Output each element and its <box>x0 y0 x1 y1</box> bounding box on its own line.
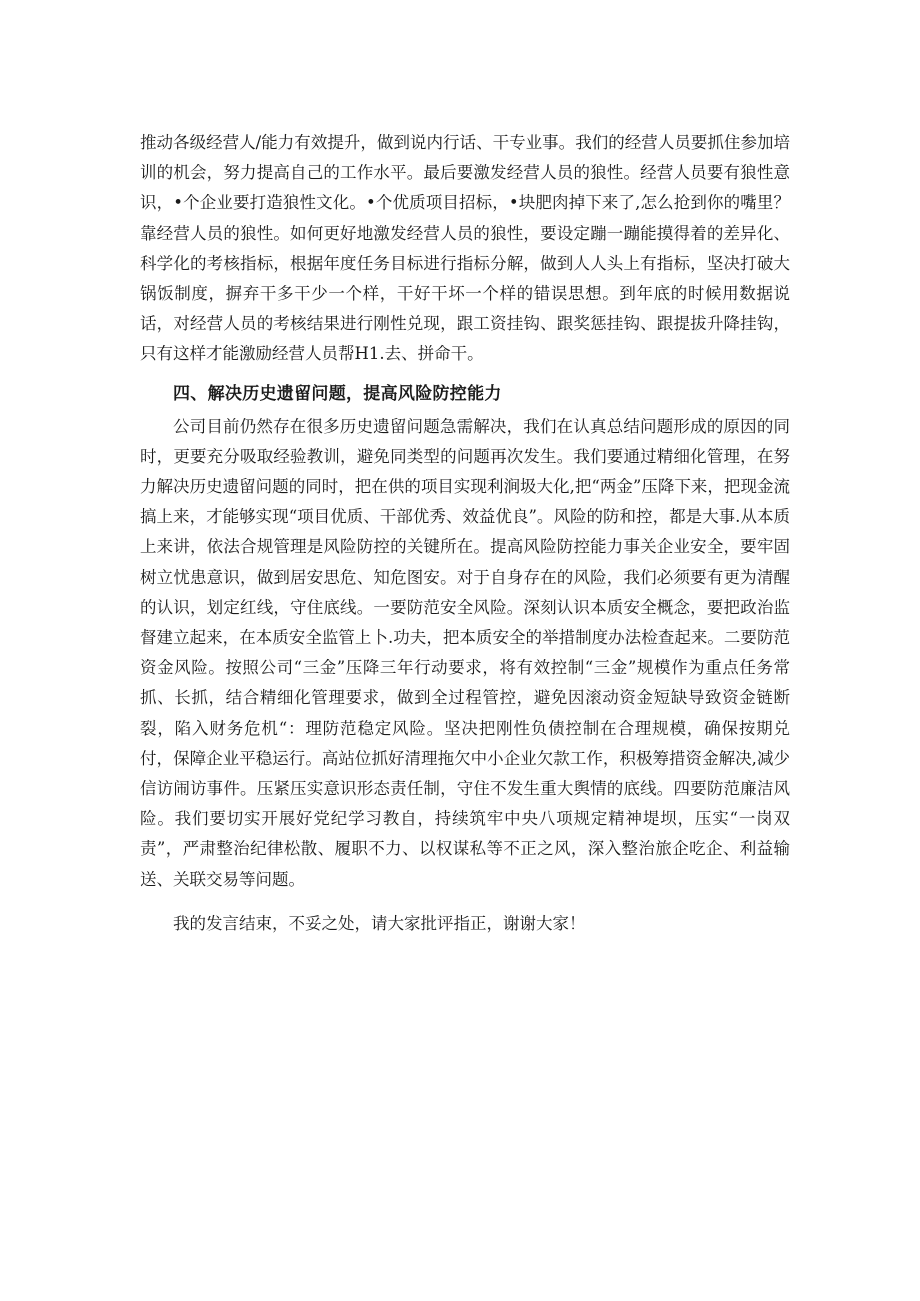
body-paragraph-1: 推动各级经营人/能力有效提升，做到说内行话、干专业事。我们的经营人员要抓住参加培训的机会，努力提高自己的工作水平。最后要激发经营人员的狼性。经营人员要有狼性意识，•个企业要打造狼性文化。•个优质项目招标，•块肥肉掉下来了,怎么抢到你的嘴里？靠经营人员的狼性。如何更好地激发经营人员的狼性，要设定蹦一蹦能摸得着的差异化、科学化的考核指标，根据年度任务目标进行指标分解，做到人人头上有指标，坚决打破大锅饭制度，摒弃干多干少一个样，干好干坏一个样的错误思想。到年底的时候用数据说话，对经营人员的考核结果进行刚性兑现，跟工资挂钩、跟奖惩挂钩、跟提拔升降挂钩，只有这样才能激励经营人员帮H1.去、拼命干。 <box>140 133 790 364</box>
document-page <box>140 128 790 939</box>
closing-remark: 我的发言结束，不妥之处，请大家批评指正，谢谢大家！ <box>173 913 586 933</box>
section-heading-4: 四、解决历史遗留问题，提高风险防控能力 <box>173 383 502 404</box>
body-paragraph-2: 公司目前仍然存在很多历史遗留问题急需解决，我们在认真总结问题形成的原因的同时，更要充分吸取经验教训，避免同类型的问题再次发生。我们要通过精细化管理，在努力解决历史遗留问题的同时，把在供的项目实现利涧圾大化,把“两金”压降下来，把现金流搞上来，才能够实现“项目优质、干部优秀、效益优良”。风险的防和控，都是大事.从本质上来讲，依法合规管理是风险防控的关键所在。提高风险防控能力事关企业安全，要牢固树立忧患意识，做到居安思危、知危图安。对于自身存在的风险，我们必须要有更为清醒的认识，划定红线，守住底线。一要防范安全风险。深刻认识本质安全概念，要把政治监督建立起来，在本质安全监管上卜.功夫，把本质安全的举措制度办法检查起来。二要防范资金风险。按照公司“三金”压降三年行动要求，将有效控制“三金”规模作为重点任务常抓、长抓，结合精细化管理要求，做到全过程管控，避免因滚动资金短缺导致资金链断裂，陷入财务危机“：理防范稳定风险。坚决把刚性负债控制在合理规模，确保按期兑付，保障企业平稳运行。高站位抓好清理拖欠中小企业欠款工作，积极筹措资金解决,减少信访闹访事件。压紧压实意识形态责任制，守住不发生重大舆情的底线。四要防范廉洁风险。我们要切实开展好党纪学习教自，持续筑牢中央八项规定精神堤坝，压实“一岗双责”，严肃整治纪律松散、履职不力、以权谋私等不正之风，深入整治旅企吃企、利益输送、关联交易等问题。 <box>140 416 790 889</box>
